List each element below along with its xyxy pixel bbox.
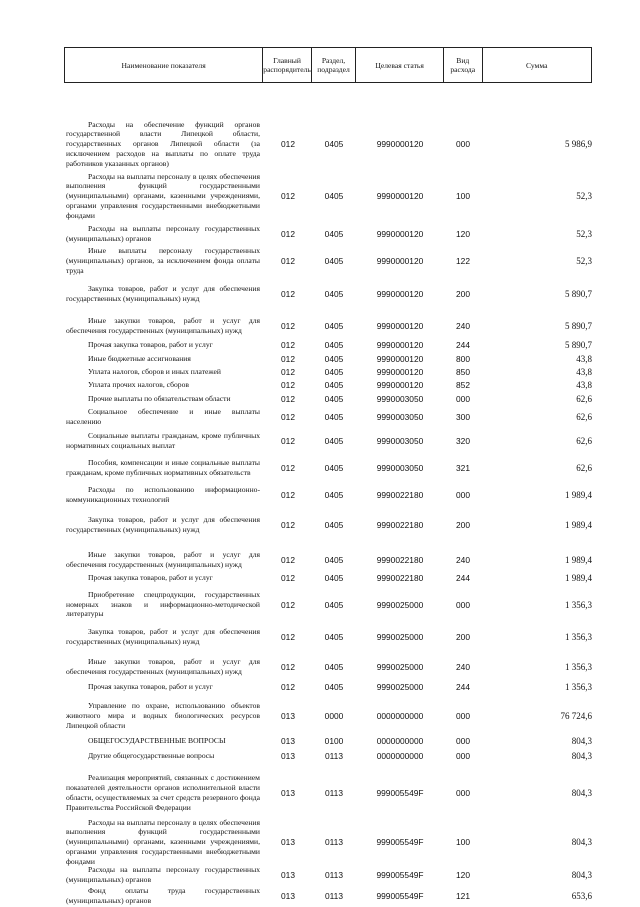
row-article: 999005549F <box>376 788 424 798</box>
row-section: 0405 <box>324 393 344 404</box>
row-type: 000 <box>456 735 470 746</box>
row-article: 9990003050 <box>376 393 424 404</box>
row-section: 0405 <box>324 354 344 364</box>
row-type: 122 <box>456 256 470 266</box>
row-type: 244 <box>456 573 470 583</box>
row-sum: 804,3 <box>571 870 592 880</box>
table-row <box>64 866 592 884</box>
row-article: 9990000120 <box>376 139 424 149</box>
table-row <box>64 247 592 275</box>
row-name: ОБЩЕГОСУДАРСТВЕННЫЕ ВОПРОСЫ <box>88 735 226 745</box>
header-sum: Сумма <box>482 48 592 82</box>
row-sum: 62,6 <box>576 436 592 446</box>
row-type: 120 <box>456 870 470 880</box>
row-article: 9990000120 <box>376 367 424 377</box>
row-sum: 1 356,3 <box>565 662 592 672</box>
row-admin: 013 <box>281 735 295 746</box>
row-name: Расходы на выплаты персоналу в целях обеспечения выполнения функций государственными (муниципальными) органами, казенными учреждениями, органами управления государственными внебюджетными фондами <box>66 817 260 866</box>
header-name: Наименование показателя <box>121 60 206 70</box>
table-row <box>64 223 592 245</box>
row-article: 9990025000 <box>376 682 424 692</box>
row-article: 0000000000 <box>376 711 424 721</box>
row-type: 800 <box>456 354 470 364</box>
row-name: Закупка товаров, работ и услуг для обеспечения государственных (муниципальных) нужд <box>66 284 260 303</box>
row-article: 9990022180 <box>376 555 424 565</box>
table-row <box>64 366 592 378</box>
row-sum: 804,3 <box>571 788 592 798</box>
row-sum: 1 356,3 <box>565 682 592 692</box>
row-admin: 012 <box>281 229 295 239</box>
header-section: Раздел, подраздел <box>311 48 355 82</box>
row-section: 0113 <box>324 870 343 880</box>
row-admin: 013 <box>281 788 295 798</box>
row-name: Расходы на выплаты персоналу в целях обеспечения выполнения функций государственными (муниципальными) органами, казенными учреждениями, органами управления государственными внебюджетными фондами <box>66 171 260 220</box>
row-type: 000 <box>456 139 470 149</box>
row-sum: 62,6 <box>576 463 592 473</box>
row-name: Уплата налогов, сборов и иных платежей <box>88 367 221 377</box>
table-row <box>64 768 592 818</box>
budget-table <box>64 47 592 905</box>
table-row <box>64 407 592 427</box>
table-row <box>64 353 592 365</box>
header-admin: Главный распорядитель <box>262 48 311 82</box>
row-name: Расходы на обеспечение функций органов государственной власти Липецкой области, государственных органов Липецкой области (за исключением расходов на выплаты по оплате труда работников указанных органов) <box>66 119 260 168</box>
row-sum: 804,3 <box>571 735 592 746</box>
row-admin: 012 <box>281 436 295 446</box>
row-admin: 013 <box>281 711 295 721</box>
row-article: 9990003050 <box>376 463 424 473</box>
row-article: 9990000120 <box>376 191 424 201</box>
row-section: 0405 <box>324 289 344 299</box>
row-section: 0405 <box>324 682 344 692</box>
row-type: 100 <box>456 837 470 847</box>
row-type: 000 <box>456 490 470 500</box>
row-article: 9990000120 <box>376 229 424 239</box>
row-article: 9990022180 <box>376 573 424 583</box>
table-row <box>64 171 592 221</box>
row-type: 100 <box>456 191 470 201</box>
row-section: 0405 <box>324 191 344 201</box>
row-admin: 012 <box>281 490 295 500</box>
row-sum: 62,6 <box>576 412 592 422</box>
row-article: 9990025000 <box>376 599 424 610</box>
table-row <box>64 455 592 481</box>
row-name: Иные закупки товаров, работ и услуг для обеспечения государственных (муниципальных) нужд <box>66 316 260 335</box>
row-name: Другие общегосударственные вопросы <box>88 751 215 761</box>
row-name: Иные закупки товаров, работ и услуг для обеспечения государственных (муниципальных) нужд <box>66 657 260 676</box>
row-sum: 52,3 <box>576 256 592 266</box>
row-admin: 013 <box>281 870 295 880</box>
row-type: 121 <box>456 891 470 901</box>
row-sum: 43,8 <box>576 367 592 377</box>
row-name: Иные выплаты персоналу государственных (муниципальных) органов, за исключением фонда оплаты труда <box>66 246 260 275</box>
table-row <box>64 653 592 681</box>
row-article: 999005549F <box>376 837 424 847</box>
row-admin: 012 <box>281 191 295 201</box>
row-article: 9990003050 <box>376 412 424 422</box>
row-sum: 5 890,7 <box>565 289 592 299</box>
row-name: Закупка товаров, работ и услуг для обеспечения государственных (муниципальных) нужд <box>66 627 260 646</box>
row-type: 240 <box>456 321 470 331</box>
row-admin: 012 <box>281 682 295 692</box>
row-name: Расходы по использованию информационно-коммуникационных технологий <box>66 485 260 504</box>
row-section: 0113 <box>324 837 343 847</box>
row-sum: 804,3 <box>571 751 592 761</box>
row-admin: 012 <box>281 380 295 390</box>
row-type: 000 <box>456 711 470 721</box>
row-admin: 012 <box>281 662 295 672</box>
row-article: 9990000120 <box>376 321 424 331</box>
row-admin: 012 <box>281 555 295 565</box>
row-article: 999005549F <box>376 870 424 880</box>
row-admin: 012 <box>281 321 295 331</box>
row-sum: 76 724,6 <box>560 711 592 721</box>
table-row <box>64 623 592 651</box>
row-name: Уплата прочих налогов, сборов <box>88 380 189 390</box>
row-article: 9990000120 <box>376 380 424 390</box>
row-type: 300 <box>456 412 470 422</box>
row-section: 0405 <box>324 256 344 266</box>
row-section: 0405 <box>324 412 344 422</box>
row-sum: 804,3 <box>571 837 592 847</box>
row-name: Прочая закупка товаров, работ и услуг <box>88 682 213 692</box>
row-admin: 012 <box>281 412 295 422</box>
row-admin: 012 <box>281 632 295 642</box>
table-row <box>64 571 592 585</box>
row-admin: 012 <box>281 573 295 583</box>
row-article: 9990022180 <box>376 490 424 500</box>
table-row <box>64 379 592 391</box>
table-row <box>64 280 592 308</box>
row-section: 0113 <box>324 788 343 798</box>
row-type: 000 <box>456 788 470 798</box>
row-article: 9990000120 <box>376 256 424 266</box>
row-sum: 5 890,7 <box>565 321 592 331</box>
row-section: 0405 <box>324 340 344 350</box>
table-row <box>64 588 592 621</box>
row-section: 0405 <box>324 632 344 642</box>
row-admin: 012 <box>281 340 295 350</box>
row-admin: 012 <box>281 354 295 364</box>
row-sum: 52,3 <box>576 191 592 201</box>
row-admin: 012 <box>281 289 295 299</box>
row-section: 0405 <box>324 436 344 446</box>
row-type: 240 <box>456 555 470 565</box>
row-section: 0405 <box>324 520 344 530</box>
row-admin: 013 <box>281 751 295 761</box>
row-article: 9990000120 <box>376 289 424 299</box>
row-sum: 62,6 <box>576 393 592 404</box>
row-name: Управление по охране, использованию объектов животного мира и водных биологических ресурсов Липецкой области <box>66 701 260 730</box>
table-row <box>64 339 592 351</box>
row-name: Иные бюджетные ассигнования <box>88 354 191 364</box>
row-sum: 43,8 <box>576 354 592 364</box>
header-type: Вид расхода <box>443 48 481 82</box>
row-section: 0405 <box>324 573 344 583</box>
row-type: 320 <box>456 436 470 446</box>
row-type: 240 <box>456 662 470 672</box>
row-name: Приобретение спецпродукции, государственных номерных знаков и информационно-методической литературы <box>66 589 260 619</box>
row-sum: 1 356,3 <box>565 599 592 610</box>
row-type: 000 <box>456 751 470 761</box>
row-type: 000 <box>456 599 470 610</box>
table-header <box>64 47 592 83</box>
row-name: Прочая закупка товаров, работ и услуг <box>88 573 213 583</box>
row-type: 321 <box>456 463 470 473</box>
row-section: 0100 <box>324 735 344 746</box>
row-article: 0000000000 <box>376 751 424 761</box>
row-admin: 012 <box>281 599 295 610</box>
table-row <box>64 817 592 866</box>
row-sum: 1 356,3 <box>565 632 592 642</box>
row-section: 0405 <box>324 367 344 377</box>
row-name: Фонд оплаты труда государственных (муниципальных) органов <box>66 886 260 905</box>
row-section: 0405 <box>324 555 344 565</box>
row-name: Прочая закупка товаров, работ и услуг <box>88 340 213 350</box>
row-sum: 1 989,4 <box>565 573 592 583</box>
row-article: 9990025000 <box>376 662 424 672</box>
row-admin: 012 <box>281 367 295 377</box>
row-name: Социальное обеспечение и иные выплаты населению <box>66 407 260 426</box>
table-row <box>64 700 592 732</box>
row-name: Прочие выплаты по обязательствам области <box>88 393 231 403</box>
row-sum: 43,8 <box>576 380 592 390</box>
row-sum: 1 989,4 <box>565 490 592 500</box>
row-section: 0405 <box>324 321 344 331</box>
row-sum: 1 989,4 <box>565 520 592 530</box>
table-row <box>64 885 592 907</box>
row-name: Пособия, компенсации и иные социальные выплаты гражданам, кроме публичных нормативных обязательств <box>66 458 260 477</box>
row-section: 0405 <box>324 463 344 473</box>
table-row <box>64 734 592 747</box>
row-article: 9990000120 <box>376 354 424 364</box>
row-article: 9990003050 <box>376 436 424 446</box>
row-section: 0113 <box>324 751 343 761</box>
row-type: 850 <box>456 367 470 377</box>
table-row <box>64 311 592 341</box>
row-type: 244 <box>456 682 470 692</box>
row-name: Расходы на выплаты персоналу государственных (муниципальных) органов <box>66 865 260 884</box>
table-row <box>64 747 592 765</box>
row-admin: 012 <box>281 463 295 473</box>
row-name: Реализация мероприятий, связанных с достижением показателей деятельности органов исполнительной власти области, осуществляемых за счет средств резервного фонда Правительства Российской Федерации <box>66 773 260 812</box>
header-article: Целевая статья <box>355 48 443 82</box>
row-name: Иные закупки товаров, работ и услуг для обеспечения государственных (муниципальных) нужд <box>66 550 260 569</box>
row-admin: 012 <box>281 139 295 149</box>
row-section: 0405 <box>324 490 344 500</box>
row-section: 0405 <box>324 599 344 610</box>
row-section: 0113 <box>324 891 343 901</box>
row-article: 0000000000 <box>376 735 424 746</box>
row-article: 9990022180 <box>376 520 424 530</box>
row-type: 200 <box>456 289 470 299</box>
row-name: Закупка товаров, работ и услуг для обеспечения государственных (муниципальных) нужд <box>66 515 260 534</box>
row-admin: 013 <box>281 837 295 847</box>
row-sum: 5 986,9 <box>565 139 592 149</box>
row-section: 0000 <box>324 711 344 721</box>
row-type: 200 <box>456 632 470 642</box>
table-row <box>64 679 592 695</box>
row-name: Социальные выплаты гражданам, кроме публичных нормативных социальных выплат <box>66 431 260 450</box>
row-admin: 012 <box>281 256 295 266</box>
row-name: Расходы на выплаты персоналу государственных (муниципальных) органов <box>66 224 260 243</box>
row-type: 244 <box>456 340 470 350</box>
row-section: 0405 <box>324 662 344 672</box>
row-article: 9990025000 <box>376 632 424 642</box>
row-sum: 653,6 <box>571 891 592 901</box>
row-article: 999005549F <box>376 891 424 901</box>
row-admin: 012 <box>281 520 295 530</box>
table-row <box>64 481 592 509</box>
table-row <box>64 429 592 453</box>
row-sum: 52,3 <box>576 229 592 239</box>
row-sum: 5 890,7 <box>565 340 592 350</box>
row-type: 120 <box>456 229 470 239</box>
row-section: 0405 <box>324 380 344 390</box>
row-section: 0405 <box>324 229 344 239</box>
row-type: 852 <box>456 380 470 390</box>
row-sum: 1 989,4 <box>565 555 592 565</box>
table-row <box>64 119 592 169</box>
row-admin: 012 <box>281 393 295 404</box>
table-row <box>64 392 592 405</box>
row-article: 9990000120 <box>376 340 424 350</box>
row-section: 0405 <box>324 139 344 149</box>
row-type: 200 <box>456 520 470 530</box>
row-admin: 013 <box>281 891 295 901</box>
table-row <box>64 510 592 540</box>
row-type: 000 <box>456 393 470 404</box>
